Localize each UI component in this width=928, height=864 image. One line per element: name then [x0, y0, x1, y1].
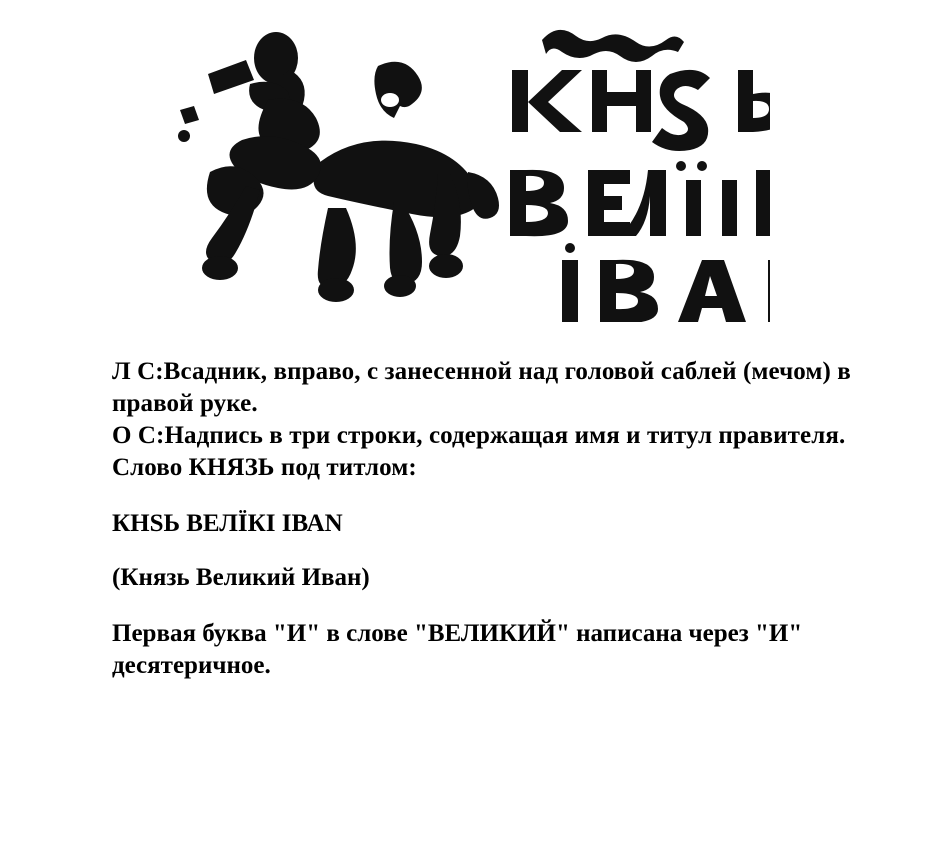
- reverse-text: Надпись в три строки, содержащая имя и титул правителя. Слово КНЯЗЬ под титлом:: [112, 422, 846, 481]
- obverse-prefix: Л С:: [112, 358, 164, 385]
- legend-translation: (Князь Великий Иван): [112, 564, 370, 591]
- description-text-block: [112, 356, 872, 682]
- reverse-prefix: О С:: [112, 422, 165, 449]
- legend-note: Первая буква "И" в слове "ВЕЛИКИЙ" написана через "И" десятеричное.: [112, 620, 803, 679]
- spacer-3: [112, 592, 872, 618]
- reverse-description: [112, 420, 872, 484]
- horseman-drawing: [178, 32, 499, 302]
- obverse-text: Всадник, вправо, с занесенной над головой саблей (мечом) в правой руке.: [112, 358, 851, 417]
- coin-inscription: [510, 30, 770, 322]
- coin-illustration: [150, 22, 770, 322]
- obverse-description: [112, 356, 872, 420]
- spacer-1: [112, 484, 872, 510]
- legend-transliteration: КНSЬ ВЕЛЇКІ ІВАN: [112, 510, 343, 537]
- spacer-2: [112, 538, 872, 564]
